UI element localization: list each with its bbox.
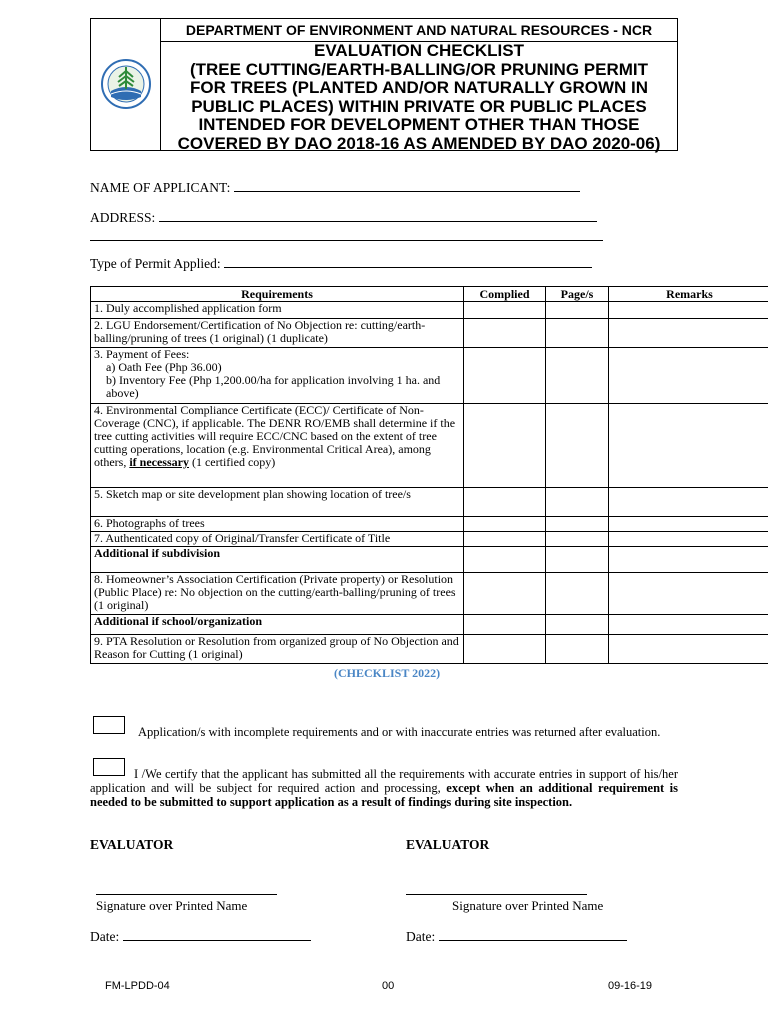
- table-row: [91, 635, 768, 664]
- table-header-row: [91, 287, 768, 302]
- date-input-line-right[interactable]: [439, 930, 627, 941]
- table-section-row: [91, 547, 768, 573]
- remarks-cell[interactable]: [609, 635, 768, 664]
- requirement-text: 4. Environmental Compliance Certificate (ECC)/ Certificate of Non-Coverage (CNC), if applicable. The DENR RO/EMB shall determine if the tree cutting activities will require ECC/CNC based on the extent of tree cutting operations, location (e.g. Environmental Critical Area), among others,: [94, 403, 456, 469]
- complied-cell[interactable]: [464, 547, 546, 573]
- remarks-cell[interactable]: [609, 488, 768, 517]
- complied-cell[interactable]: [464, 488, 546, 517]
- date-field-left: [90, 929, 311, 945]
- table-row: [91, 302, 768, 319]
- pages-cell[interactable]: [546, 348, 609, 404]
- signature-caption-right: Signature over Printed Name: [452, 898, 604, 913]
- date-field-right: [406, 929, 627, 945]
- document-title-block: [161, 42, 677, 153]
- signature-caption-left: Signature over Printed Name: [96, 898, 248, 913]
- certify-text: [90, 767, 678, 809]
- address-label: ADDRESS:: [90, 210, 156, 225]
- requirements-table: [90, 286, 768, 664]
- complied-cell[interactable]: [464, 532, 546, 547]
- remarks-cell[interactable]: [609, 404, 768, 488]
- requirement-cell: 2. LGU Endorsement/Certification of No Objection re: cutting/earth-balling/pruning of trees (1 original) (1 duplicate): [91, 319, 464, 348]
- table-row: [91, 404, 768, 488]
- complied-cell[interactable]: [464, 517, 546, 532]
- certify-text-bold: except when an additional requirement is needed to be submitted to support application as a result of findings during site inspection.: [90, 781, 678, 809]
- requirement-subitem: a) Oath Fee (Php 36.00): [106, 360, 222, 374]
- subtitle-line: COVERED BY DAO 2018-16 AS AMENDED BY DAO 2020-06): [177, 133, 661, 153]
- table-row: [91, 517, 768, 532]
- complied-cell[interactable]: [464, 573, 546, 615]
- requirement-cell: 8. Homeowner’s Association Certification (Private property) or Resolution (Public Place) re: No objection on the cutting/earth-balling/pruning of trees (1 original): [91, 573, 464, 615]
- col-header-requirements: Requirements: [91, 287, 464, 302]
- requirement-cell: 9. PTA Resolution or Resolution from organized group of No Objection and Reason for Cutting (1 original): [91, 635, 464, 664]
- col-header-remarks: Remarks: [609, 287, 768, 302]
- address-input-line-2[interactable]: [90, 240, 603, 241]
- name-label: NAME OF APPLICANT:: [90, 180, 231, 195]
- section-label: Additional if school/organization: [91, 615, 464, 635]
- signature-line-left[interactable]: [96, 894, 277, 895]
- complied-cell[interactable]: [464, 635, 546, 664]
- table-row: [91, 573, 768, 615]
- pages-cell[interactable]: [546, 517, 609, 532]
- table-row: [91, 348, 768, 404]
- footer-revision: 00: [382, 980, 395, 992]
- pages-cell[interactable]: [546, 404, 609, 488]
- remarks-cell[interactable]: [609, 517, 768, 532]
- requirement-cell: [91, 348, 464, 404]
- requirement-cell: 5. Sketch map or site development plan showing location of tree/s: [91, 488, 464, 517]
- logo-cell: [91, 19, 161, 150]
- department-name: DEPARTMENT OF ENVIRONMENT AND NATURAL RESOURCES - NCR: [161, 19, 677, 42]
- requirement-subitem: b) Inventory Fee (Php 1,200.00/ha for application involving 1 ha. and above): [106, 373, 441, 400]
- requirement-cell: 6. Photographs of trees: [91, 517, 464, 532]
- requirement-text: (1 certified copy): [188, 455, 276, 469]
- remarks-cell[interactable]: [609, 348, 768, 404]
- requirement-emphasis: if necessary: [129, 455, 189, 469]
- date-input-line-left[interactable]: [123, 930, 311, 941]
- table-row: [91, 532, 768, 547]
- col-header-pages: Page/s: [546, 287, 609, 302]
- complied-cell[interactable]: [464, 348, 546, 404]
- permit-input-line[interactable]: [224, 257, 592, 268]
- requirement-title: 3. Payment of Fees:: [94, 347, 190, 361]
- checklist-tag: (CHECKLIST 2022): [334, 666, 441, 680]
- address-field: [90, 210, 597, 226]
- requirement-cell: 7. Authenticated copy of Original/Transfer Certificate of Title: [91, 532, 464, 547]
- evaluator-label-right: EVALUATOR: [406, 837, 490, 852]
- pages-cell[interactable]: [546, 573, 609, 615]
- complied-cell[interactable]: [464, 404, 546, 488]
- requirement-cell: [91, 404, 464, 488]
- certify-text-plain: I /We certify that the applicant has submitted all the requirements with accurate entries in support of his/her application and will be subject for required action and processing,: [90, 767, 678, 795]
- pages-cell[interactable]: [546, 635, 609, 664]
- col-header-complied: Complied: [464, 287, 546, 302]
- document-header: [90, 18, 678, 151]
- name-field: [90, 180, 580, 196]
- pages-cell[interactable]: [546, 615, 609, 635]
- table-row: [91, 319, 768, 348]
- section-label: Additional if subdivision: [91, 547, 464, 573]
- document-title: EVALUATION CHECKLIST: [314, 41, 524, 60]
- returned-text: Application/s with incomplete requirements and or with inaccurate entries was returned after evaluation.: [138, 725, 661, 739]
- footer-form-code: FM-LPDD-04: [105, 980, 170, 992]
- remarks-cell[interactable]: [609, 302, 768, 319]
- subtitle-line: PUBLIC PLACES) WITHIN PRIVATE OR PUBLIC PLACES: [191, 96, 647, 116]
- remarks-cell[interactable]: [609, 532, 768, 547]
- signature-line-right[interactable]: [406, 894, 587, 895]
- complied-cell[interactable]: [464, 615, 546, 635]
- permit-field: [90, 256, 592, 272]
- name-input-line[interactable]: [234, 181, 580, 192]
- complied-cell[interactable]: [464, 319, 546, 348]
- date-label-right: Date:: [406, 929, 436, 944]
- remarks-cell[interactable]: [609, 547, 768, 573]
- subtitle-line: INTENDED FOR DEVELOPMENT OTHER THAN THOSE: [198, 115, 640, 134]
- address-input-line[interactable]: [159, 211, 597, 222]
- pages-cell[interactable]: [546, 302, 609, 319]
- denr-seal-icon: [101, 59, 151, 109]
- pages-cell[interactable]: [546, 319, 609, 348]
- permit-label: Type of Permit Applied:: [90, 256, 221, 271]
- complied-cell[interactable]: [464, 302, 546, 319]
- subtitle-line: (TREE CUTTING/EARTH-BALLING/OR PRUNING PERMIT: [189, 59, 649, 79]
- requirement-cell: 1. Duly accomplished application form: [91, 302, 464, 319]
- footer-date: 09-16-19: [608, 980, 653, 992]
- pages-cell[interactable]: [546, 547, 609, 573]
- remarks-cell[interactable]: [609, 319, 768, 348]
- remarks-cell[interactable]: [609, 615, 768, 635]
- pages-cell[interactable]: [546, 532, 609, 547]
- subtitle-line: FOR TREES (PLANTED AND/OR NATURALLY GROWN IN: [189, 78, 649, 97]
- table-row: [91, 488, 768, 517]
- remarks-cell[interactable]: [609, 573, 768, 615]
- date-label-left: Date:: [90, 929, 120, 944]
- evaluator-label-left: EVALUATOR: [90, 837, 174, 852]
- pages-cell[interactable]: [546, 488, 609, 517]
- table-section-row: [91, 615, 768, 635]
